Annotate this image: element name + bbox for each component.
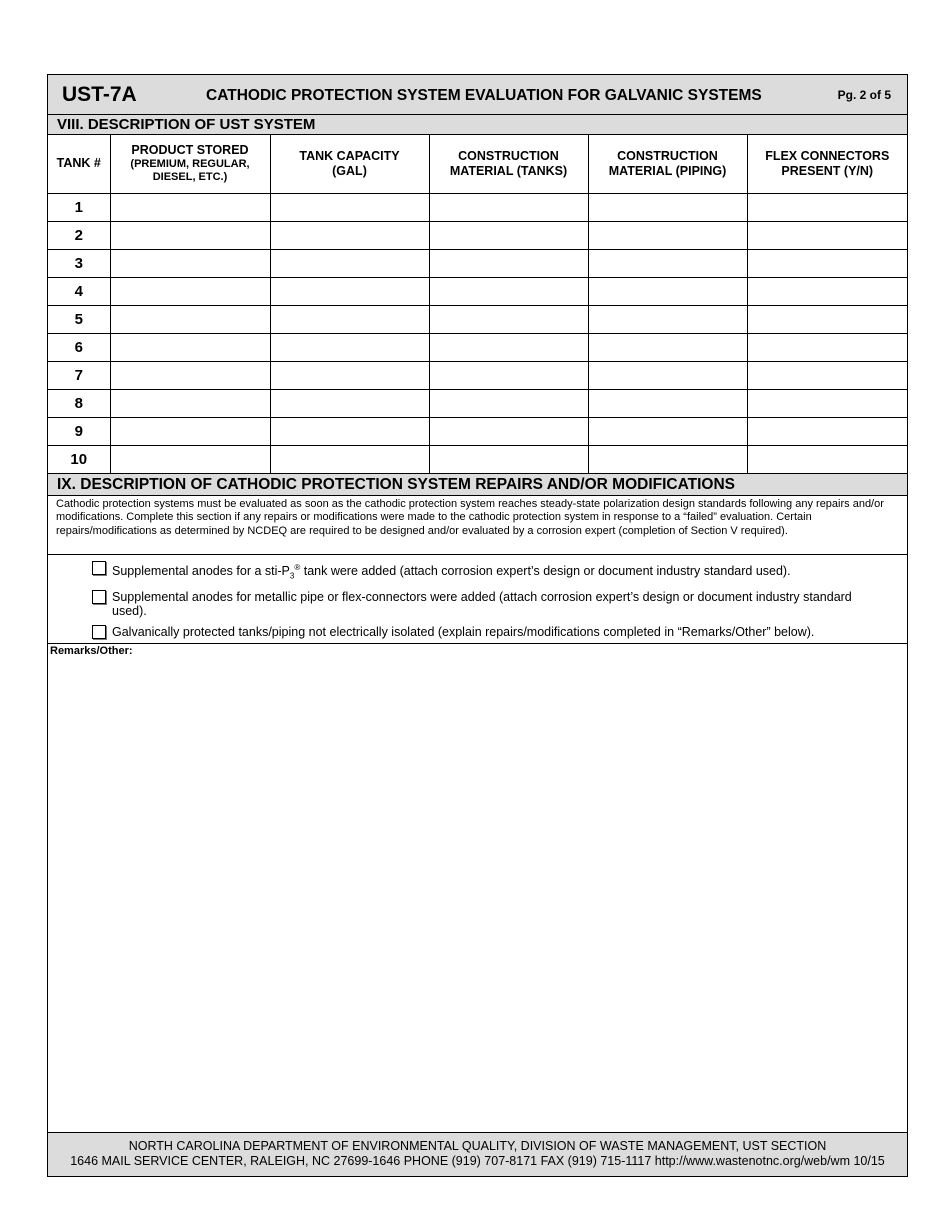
footer-contact: 1646 MAIL SERVICE CENTER, RALEIGH, NC 27699-1646 PHONE (919) 707-8171 FAX (919) 715-1117 http://www.wastenotnc.org/web/wm 10/15 (70, 1154, 885, 1168)
tank-capacity-cell[interactable] (270, 305, 429, 333)
table-row (48, 389, 907, 417)
table-row (48, 361, 907, 389)
tank-capacity-cell[interactable] (270, 445, 429, 473)
product-stored-cell[interactable] (110, 193, 270, 221)
construction-piping-cell[interactable] (588, 221, 747, 249)
ust-system-table (48, 135, 907, 474)
table-row (48, 333, 907, 361)
construction-piping-cell[interactable] (588, 193, 747, 221)
product-stored-cell[interactable] (110, 221, 270, 249)
table-row (48, 277, 907, 305)
construction-tanks-cell[interactable] (429, 249, 588, 277)
product-stored-cell[interactable] (110, 333, 270, 361)
construction-piping-cell[interactable] (588, 361, 747, 389)
col-tank-capacity: TANK CAPACITY (GAL) (270, 135, 429, 193)
flex-connectors-cell[interactable] (747, 193, 907, 221)
flex-connectors-cell[interactable] (747, 333, 907, 361)
ust-7a-form (47, 74, 908, 1177)
section-8-title: VIII. DESCRIPTION OF UST SYSTEM (48, 115, 907, 135)
table-row (48, 249, 907, 277)
table-row (48, 305, 907, 333)
construction-tanks-cell[interactable] (429, 361, 588, 389)
checkbox-not-isolated[interactable] (92, 625, 106, 639)
col-product-stored: PRODUCT STORED (PREMIUM, REGULAR, DIESEL, ETC.) (110, 135, 270, 193)
check-label-sti-p3: Supplemental anodes for a sti-$P_3®$ tank were added (attach corrosion expert’s design or document industry standard used). (112, 562, 791, 581)
form-header (48, 75, 907, 115)
construction-tanks-cell[interactable] (429, 333, 588, 361)
tank-number-cell: 8 (48, 389, 110, 417)
tank-capacity-cell[interactable] (270, 417, 429, 445)
table-row (48, 445, 907, 473)
col-construction-tanks: CONSTRUCTION MATERIAL (TANKS) (429, 135, 588, 193)
check-label-not-isolated: Galvanically protected tanks/piping not electrically isolated (explain repairs/modifications completed in “Remarks/Other” below). (112, 625, 815, 640)
tank-number-cell: 2 (48, 221, 110, 249)
construction-tanks-cell[interactable] (429, 221, 588, 249)
product-stored-cell[interactable] (110, 277, 270, 305)
page-number: Pg. 2 of 5 (837, 88, 891, 102)
flex-connectors-cell[interactable] (747, 277, 907, 305)
product-stored-cell[interactable] (110, 417, 270, 445)
check-label-metallic-pipe: Supplemental anodes for metallic pipe or flex-connectors were added (attach corrosion expert’s design or document industry standard used). (112, 590, 852, 619)
section-9-title: IX. DESCRIPTION OF CATHODIC PROTECTION SYSTEM REPAIRS AND/OR MODIFICATIONS (48, 474, 907, 496)
form-title: CATHODIC PROTECTION SYSTEM EVALUATION FOR GALVANIC SYSTEMS (206, 87, 762, 104)
form-footer (48, 1132, 907, 1176)
construction-tanks-cell[interactable] (429, 277, 588, 305)
construction-piping-cell[interactable] (588, 305, 747, 333)
construction-piping-cell[interactable] (588, 249, 747, 277)
section-9-instructions: Cathodic protection systems must be evaluated as soon as the cathodic protection system reaches steady-state polarization design standards following any repairs and/or modifications. Complete this section if any repairs or modifications were made to the cathodic protection system in response to a “failed” evaluation. Certain repairs/modifications as determined by NCDEQ are required to be designed and/or evaluated by a corrosion expert (completion of Section V required). (48, 496, 907, 555)
tank-capacity-cell[interactable] (270, 193, 429, 221)
check-row-sti-p3 (48, 561, 907, 584)
construction-tanks-cell[interactable] (429, 445, 588, 473)
product-stored-cell[interactable] (110, 389, 270, 417)
construction-tanks-cell[interactable] (429, 305, 588, 333)
tank-capacity-cell[interactable] (270, 249, 429, 277)
flex-connectors-cell[interactable] (747, 417, 907, 445)
tank-number-cell: 10 (48, 445, 110, 473)
col-tank-number: TANK # (48, 135, 110, 193)
tank-number-cell: 9 (48, 417, 110, 445)
construction-piping-cell[interactable] (588, 333, 747, 361)
construction-piping-cell[interactable] (588, 417, 747, 445)
tank-number-cell: 5 (48, 305, 110, 333)
product-stored-cell[interactable] (110, 249, 270, 277)
table-header-row (48, 135, 907, 193)
flex-connectors-cell[interactable] (747, 361, 907, 389)
tank-capacity-cell[interactable] (270, 389, 429, 417)
product-stored-cell[interactable] (110, 445, 270, 473)
table-row (48, 417, 907, 445)
table-row (48, 221, 907, 249)
tank-capacity-cell[interactable] (270, 361, 429, 389)
flex-connectors-cell[interactable] (747, 305, 907, 333)
tank-number-cell: 3 (48, 249, 110, 277)
col-flex-connectors: FLEX CONNECTORS PRESENT (Y/N) (747, 135, 907, 193)
col-construction-piping: CONSTRUCTION MATERIAL (PIPING) (588, 135, 747, 193)
tank-number-cell: 7 (48, 361, 110, 389)
tank-number-cell: 1 (48, 193, 110, 221)
tank-number-cell: 4 (48, 277, 110, 305)
construction-piping-cell[interactable] (588, 277, 747, 305)
tank-capacity-cell[interactable] (270, 221, 429, 249)
check-row-metallic-pipe (48, 590, 907, 618)
checkbox-metallic-pipe-anodes[interactable] (92, 590, 106, 604)
construction-tanks-cell[interactable] (429, 389, 588, 417)
flex-connectors-cell[interactable] (747, 249, 907, 277)
remarks-field[interactable] (48, 658, 907, 1138)
tank-number-cell: 6 (48, 333, 110, 361)
check-row-not-isolated (48, 625, 907, 639)
table-row (48, 193, 907, 221)
product-stored-cell[interactable] (110, 305, 270, 333)
remarks-label: Remarks/Other: (50, 644, 133, 657)
construction-piping-cell[interactable] (588, 389, 747, 417)
flex-connectors-cell[interactable] (747, 445, 907, 473)
checkbox-sti-p3-anodes[interactable] (92, 561, 106, 575)
construction-tanks-cell[interactable] (429, 417, 588, 445)
construction-tanks-cell[interactable] (429, 193, 588, 221)
repair-checklist (48, 555, 907, 644)
construction-piping-cell[interactable] (588, 445, 747, 473)
form-id: UST-7A (62, 83, 137, 106)
footer-agency: NORTH CAROLINA DEPARTMENT OF ENVIRONMENTAL QUALITY, DIVISION OF WASTE MANAGEMENT, UST SECTION (128, 1139, 827, 1153)
flex-connectors-cell[interactable] (747, 221, 907, 249)
tank-capacity-cell[interactable] (270, 333, 429, 361)
product-stored-cell[interactable] (110, 361, 270, 389)
flex-connectors-cell[interactable] (747, 389, 907, 417)
tank-capacity-cell[interactable] (270, 277, 429, 305)
